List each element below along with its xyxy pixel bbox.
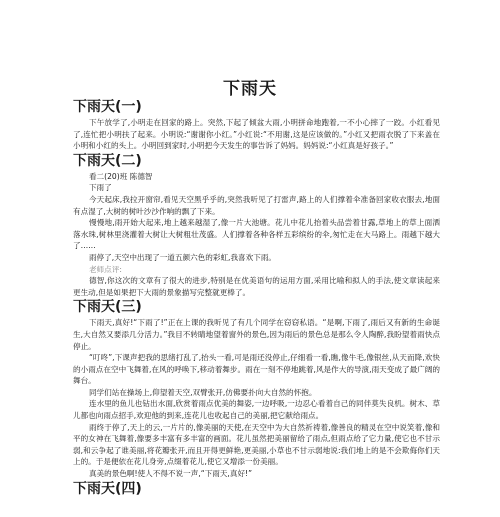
paragraph: 慢慢地,雨开始大起来,地上越来越湿了,像一片大池塘。花儿中花儿抬着头品尝着甘露,草地上的草上面洒落水珠,树林里浇灌着大树让大树粗壮茂盛。人们撑着各种各样五彩缤纷的伞,匆忙走在大马路上。雨越下越大了…… bbox=[73, 218, 440, 251]
essay-title: 下雨了 bbox=[88, 183, 112, 193]
byline: 看二(20)班 陈德智 bbox=[88, 171, 153, 181]
paragraph: “叮咚”,下课声把我的思绪打乱了,抬头一看,可是雨还没停止,仔细看一看,瞧,像牛毛,像银丝,从天而降,欢快的小雨点在空中飞舞着,在风的呼唤下,移动着舞步。雨在一刻不停地跳着,风是作大的导演,雨天变成了最广阔的舞台。 bbox=[73, 353, 440, 386]
paragraph: 雨终于停了,天上的云,一片片的,像美丽的天使,在天空中为大自然祈祷着,像善良的精灵在空中说笑着,像和平的女神在飞舞着,像要多丰富有多丰富的画面。花儿虽然把美丽留给了雨点,但雨点给了它力量,使它也不甘示弱,和云争起了谁美丽,将花瓣张开,而且开得更鲜艳,更美丽,小草也不甘示弱地说:我们地上的是不会欺侮你们天上的。于是便依在花儿身旁,点缀着花儿,使它又增添一份美丽。 bbox=[73, 422, 440, 467]
paragraph: 同学们站在操场上,仰望着天空,双臂张开,仿佛要扑向大自然的怀抱。 bbox=[88, 387, 317, 397]
section-heading-2: 下雨天(二) bbox=[73, 152, 142, 169]
paragraph: 雨停了,天空中出现了一道五颜六色的彩虹,我喜欢下雨。 bbox=[88, 252, 277, 262]
teacher-comment-label: 老师点评: bbox=[88, 264, 122, 274]
section-heading-1: 下雨天(一) bbox=[73, 99, 142, 115]
paragraph: 真美的景色啊!使人不得不说一声,“下雨天,真好!” bbox=[88, 469, 253, 479]
paragraph: 连水里的鱼儿也钻出水面,欣赏着雨点优美的舞姿,一边呼吸,一边忍心看着自己的同伴莫失良机。树木、草儿都也向雨点招手,欢迎他的到来,连花儿也收起自己的美丽,把它献给雨点。 bbox=[73, 399, 440, 421]
article-body bbox=[73, 98, 440, 499]
page-title: 下雨天 bbox=[223, 79, 277, 99]
paragraph: 下雨天,真好!“下雨了!”正在上课的我听见了有几个同学在窃窃私语。“是啊,下雨了,雨后又有新的生命诞生,大自然又要添几分活力。”我目不转睛地望着窗外的景色,因为雨后的景色总是那么令人陶醉,我盼望着雨快点停止。 bbox=[73, 318, 440, 351]
section-heading-3: 下雨天(三) bbox=[73, 299, 142, 316]
section-heading-4: 下雨天(四) bbox=[73, 480, 142, 497]
paragraph: 下午放学了,小明走在回家的路上。突然,下起了倾盆大雨,小明拼命地跑着,一不小心摔了一跤。小红看见了,连忙把小明扶了起来。小明说:“谢谢你小红。”小红说:“不用谢,这是应该做的。”小红又把雨衣脱了下来盖在小明和小红的头上。小明回到家时,小明把今天发生的事告诉了妈妈。妈妈说:“小红真是好孩子。” bbox=[73, 118, 440, 151]
teacher-comment: 德智,你这次的文章有了很大的进步,特别是在优美语句的运用方面,采用比喻和拟人的手法,使文章读起来更生动,但是如果把下大雨的景象描写完整就更棒了。 bbox=[73, 276, 440, 297]
paragraph: 今天起床,我拉开窗帘,看见天空黑乎乎的,突然我听见了打雷声,路上的人们撑着伞准备回家收衣服去,地面有点湿了,大树的树叶沙沙作响的飘了下来。 bbox=[73, 194, 440, 216]
